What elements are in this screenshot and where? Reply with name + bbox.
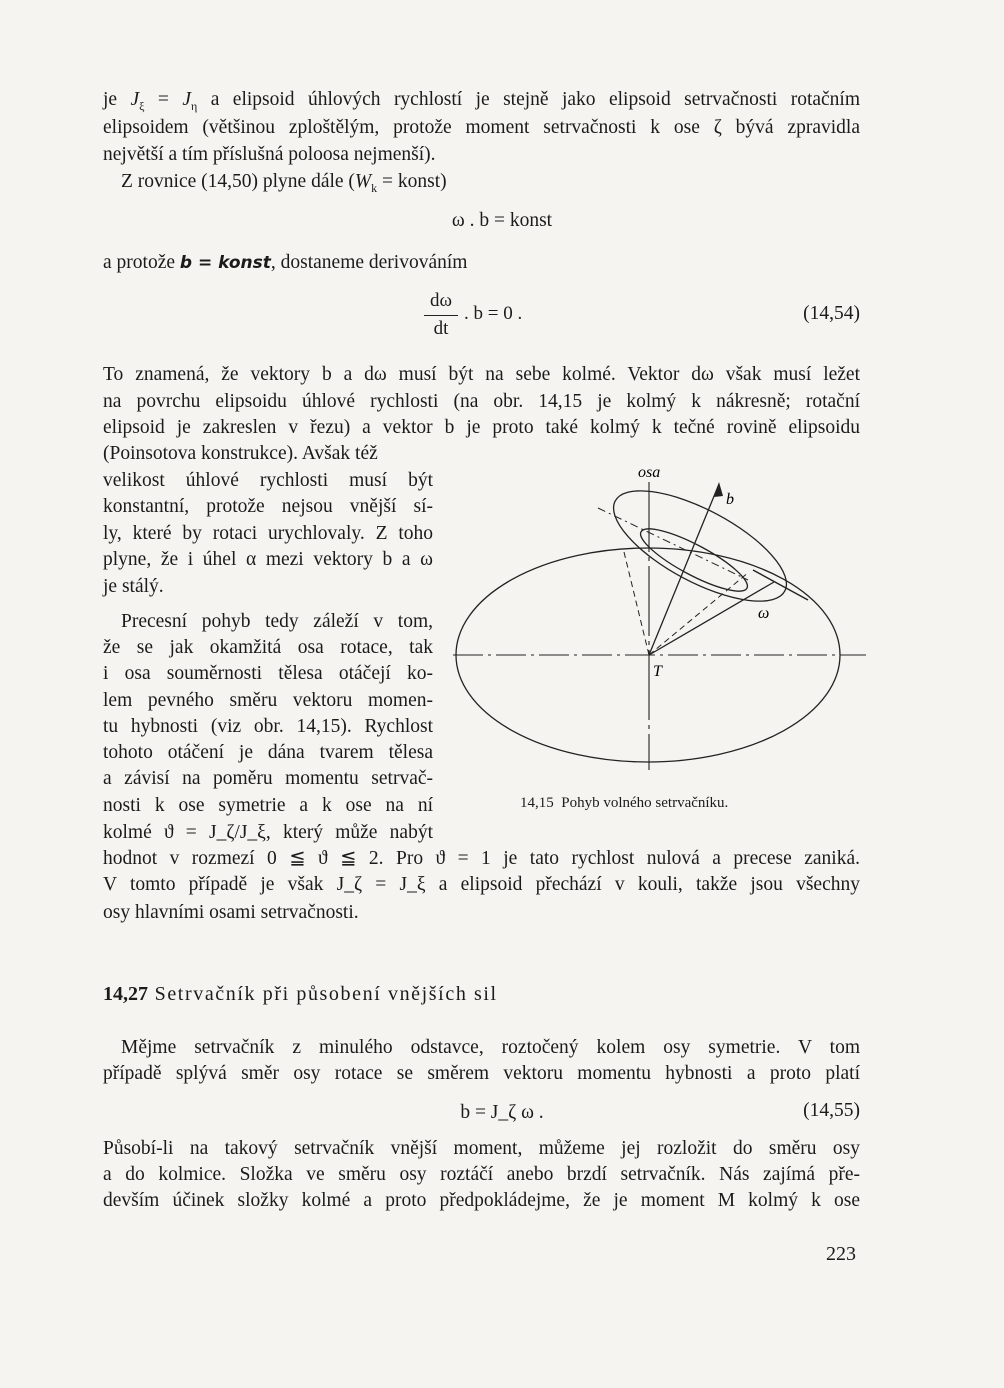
text-line: nosti k ose symetrie a k ose na ní [103, 795, 433, 816]
text-line: osy hlavními osami setrvačnosti. [103, 902, 359, 923]
text-line: i osa souměrnosti tělesa otáčejí ko- [103, 663, 433, 684]
text-line: V tomto případě je však J_ζ = J_ξ a elipsoid přechází v kouli, takže jsou všechny [103, 874, 860, 895]
text-line: tohoto otáčení je dána tvarem tělesa [103, 742, 433, 763]
text-line: hodnot v rozmezí 0 ≦ ϑ ≦ 2. Pro ϑ = 1 je tato rychlost nulová a precese zaniká. [103, 848, 860, 869]
text-line: (Poinsotova konstrukce). Avšak též [103, 443, 378, 464]
equation-omega-b-konst: ω . b = konst [451, 210, 553, 231]
equation-label: (14,54) [803, 303, 860, 324]
text-line: největší a tím příslušná poloosa nejmenší). [103, 144, 436, 165]
text-line: kolmé ϑ = J_ζ/J_ξ, který může nabýt [103, 822, 433, 843]
vector-b-arrowhead [714, 482, 723, 497]
text-line: případě splývá směr osy rotace se směrem vektoru momentu hybnosti a proto platí [103, 1063, 860, 1084]
text-line: ly, které by rotaci urychlovaly. Z toho [103, 523, 433, 544]
text-line: elipsoid je zakreslen v řezu) a vektor b je proto také kolmý k tečné rovině elipsoidu [103, 417, 860, 438]
text-line: lem pevného směru vektoru momen- [103, 690, 433, 711]
text-line: Precesní pohyb tedy záleží v tom, [121, 611, 433, 632]
fraction-denominator: dt [433, 318, 449, 339]
text-line: a do kolmice. Složka ve směru osy roztáčí anebo brzdí setrvačník. Nás zajímá pře- [103, 1164, 860, 1185]
vector-b-line [649, 484, 719, 655]
text-line: je $J_\xi = J_\eta$ a elipsoid úhlových rychlostí je stejně jako elipsoid setrvačnosti rotačním [103, 89, 861, 113]
equation-label: (14,55) [803, 1100, 860, 1121]
text-line: konstantní, protože nejsou vnější sí- [103, 496, 433, 517]
equation-14-55: b = J_ζ ω . [460, 1102, 544, 1123]
section-heading: 14,27 Setrvačník při působení vnějších sil [103, 983, 498, 1005]
text-line: a protože b = konst, dostaneme derivováním [103, 252, 468, 273]
label-osa: osa [638, 464, 661, 481]
label-T: T [653, 663, 662, 680]
text-line: plyne, že i úhel α mezi vektory b a ω [103, 549, 433, 570]
text-line: Působí-li na takový setrvačník vnější moment, můžeme jej rozložit do směru osy [103, 1138, 860, 1159]
text-line: na povrchu elipsoidu úhlové rychlosti (na obr. 14,15 je kolmý k nákresně; rotační [103, 391, 860, 412]
text-line: To znamená, že vektory b a dω musí být na sebe kolmé. Vektor dω však musí ležet [103, 364, 860, 385]
figure-gyroscope-diagram [448, 460, 868, 780]
vector-omega-line [649, 582, 774, 655]
text-line: elipsoidem (většinou zploštělým, protože moment setrvačnosti k ose ζ bývá zpravidla [103, 117, 860, 138]
text-line: Z rovnice (14,50) plyne dále ($W_k$ = konst) [121, 171, 447, 195]
fraction-numerator: dω [429, 290, 452, 311]
text-line: Mějme setrvačník z minulého odstavce, roztočený kolem osy symetrie. V tom [121, 1037, 860, 1058]
cone-generator-line [624, 552, 649, 655]
equation-rest: . b = 0 . [464, 303, 523, 324]
label-omega: ω [758, 605, 770, 622]
figure-caption: 14,15 Pohyb volného setrvačníku. [520, 795, 729, 811]
cone-generator-line [649, 572, 749, 655]
text-line: devším účinek složky kolmé a proto předpokládejme, že je moment M kolmý k ose [103, 1190, 860, 1211]
text-line: tu hybnosti (viz obr. 14,15). Rychlost [103, 716, 433, 737]
label-b: b [726, 491, 734, 508]
text-line: a závisí na poměru momentu setrvač- [103, 768, 433, 789]
text-line: velikost úhlové rychlosti musí být [103, 470, 433, 491]
page-number: 223 [826, 1243, 856, 1265]
text-line: je stálý. [103, 576, 164, 597]
text-line: že se jak okamžitá osa rotace, tak [103, 637, 433, 658]
fraction-bar [424, 315, 458, 316]
